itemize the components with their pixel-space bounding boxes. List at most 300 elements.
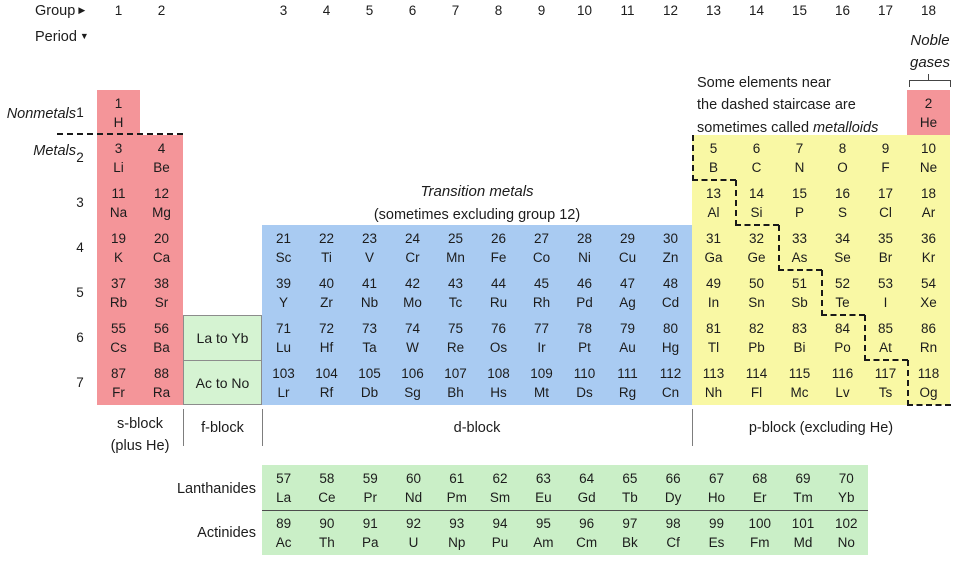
element-number: 88 [153, 365, 170, 381]
element-symbol: Rb [109, 294, 128, 310]
element-number: 98 [665, 515, 681, 531]
period-number-6: 6 [76, 330, 84, 345]
group-number-5: 5 [365, 3, 374, 18]
element-cell-cl [864, 180, 907, 225]
element-cell-tl [692, 315, 735, 360]
element-number: 91 [362, 515, 378, 531]
element-cell-fr [97, 360, 140, 405]
noble-gases-label [893, 30, 960, 73]
element-symbol: Nb [360, 294, 379, 310]
element-symbol: Fe [490, 249, 507, 265]
element-symbol: C [751, 159, 762, 175]
element-cell-pb [735, 315, 778, 360]
element-symbol: Cd [661, 294, 680, 310]
element-cell-cs [97, 315, 140, 360]
element-number: 25 [447, 230, 464, 246]
element-symbol: As [791, 249, 808, 265]
element-symbol: Ga [704, 249, 723, 265]
group-number-14: 14 [748, 3, 765, 18]
element-symbol: Au [619, 339, 636, 355]
element-symbol: Fm [749, 534, 770, 550]
element-number: 50 [748, 275, 765, 291]
element-cell-as [778, 225, 821, 270]
element-number: 15 [791, 185, 808, 201]
lanthanides-label: Lanthanides [176, 481, 256, 497]
element-symbol: Te [835, 294, 850, 310]
element-number: 28 [576, 230, 593, 246]
element-symbol: Br [878, 249, 893, 265]
element-cell-k [97, 225, 140, 270]
element-number: 31 [705, 230, 722, 246]
element-cell-mo [391, 270, 434, 315]
element-symbol: Bi [793, 339, 806, 355]
element-symbol: Rn [919, 339, 938, 355]
element-number: 38 [153, 275, 170, 291]
element-symbol: Fl [750, 384, 763, 400]
element-symbol: Cr [405, 249, 420, 265]
element-symbol: Zr [320, 294, 333, 310]
la-to-yb-cell [184, 316, 261, 361]
element-number: 107 [444, 365, 467, 381]
element-symbol: Zn [662, 249, 679, 265]
element-symbol: Nh [704, 384, 723, 400]
element-symbol: Pa [361, 534, 379, 550]
element-symbol: Ru [489, 294, 508, 310]
element-cell-ra [140, 360, 183, 405]
element-number: 71 [275, 320, 292, 336]
element-cell-rn [907, 315, 950, 360]
element-number: 22 [318, 230, 335, 246]
element-cell-ca [140, 225, 183, 270]
metalloids-note-line3-prefix: sometimes called [697, 119, 814, 136]
period-axis-label [35, 29, 89, 45]
element-symbol: Am [533, 534, 554, 550]
element-symbol: Ta [362, 339, 377, 355]
element-cell-te [821, 270, 864, 315]
element-number: 105 [358, 365, 381, 381]
period-number-3: 3 [76, 195, 84, 210]
element-cell-sb [778, 270, 821, 315]
element-cell-am [522, 510, 565, 555]
group-number-13: 13 [705, 3, 722, 18]
down-arrow-icon: ▼ [79, 31, 89, 41]
element-symbol: Al [707, 204, 720, 220]
element-cell-mn [434, 225, 477, 270]
element-cell-zr [305, 270, 348, 315]
element-number: 73 [361, 320, 378, 336]
element-symbol: B [708, 159, 718, 175]
element-symbol: Sb [791, 294, 808, 310]
element-symbol: Ho [707, 489, 726, 505]
element-number: 8 [838, 140, 847, 156]
element-cell-h [97, 90, 140, 135]
element-cell-ru [477, 270, 520, 315]
element-symbol: Dy [664, 489, 682, 505]
period-number-2: 2 [76, 150, 84, 165]
element-symbol: Ts [878, 384, 893, 400]
element-number: 5 [709, 140, 718, 156]
element-cell-sg [391, 360, 434, 405]
element-cell-tm [781, 465, 824, 510]
element-symbol: Li [113, 159, 124, 175]
element-number: 42 [404, 275, 421, 291]
element-cell-tb [608, 465, 651, 510]
element-symbol: W [406, 339, 419, 355]
element-symbol: Re [446, 339, 465, 355]
element-number: 3 [114, 140, 123, 156]
element-symbol: Po [834, 339, 851, 355]
element-symbol: Ni [578, 249, 591, 265]
element-symbol: Pr [363, 489, 377, 505]
element-symbol: Og [919, 384, 938, 400]
element-symbol: Ar [921, 204, 936, 220]
element-symbol: Ba [153, 339, 170, 355]
element-cell-au [606, 315, 649, 360]
element-number: 108 [487, 365, 510, 381]
element-symbol: Pd [576, 294, 593, 310]
element-cell-bk [608, 510, 651, 555]
element-symbol: Pt [578, 339, 591, 355]
element-symbol: Db [360, 384, 379, 400]
element-number: 43 [447, 275, 464, 291]
element-symbol: Pb [748, 339, 765, 355]
element-cell-rf [305, 360, 348, 405]
element-number: 53 [877, 275, 894, 291]
element-number: 51 [791, 275, 808, 291]
element-symbol: Mn [446, 249, 465, 265]
element-cell-pt [563, 315, 606, 360]
element-cell-ds [563, 360, 606, 405]
element-number: 87 [110, 365, 127, 381]
element-symbol: Ce [318, 489, 336, 505]
element-symbol: P [794, 204, 804, 220]
element-number: 10 [920, 140, 937, 156]
element-cell-ta [348, 315, 391, 360]
element-cell-sc [262, 225, 305, 270]
element-cell-og [907, 360, 950, 405]
element-symbol: Hf [319, 339, 334, 355]
group-number-15: 15 [791, 3, 808, 18]
element-number: 12 [153, 185, 170, 201]
element-cell-np [435, 510, 478, 555]
element-number: 63 [535, 470, 551, 486]
group-number-10: 10 [576, 3, 593, 18]
element-number: 97 [622, 515, 638, 531]
element-symbol: Ca [152, 249, 171, 265]
period-number-5: 5 [76, 285, 84, 300]
element-symbol: Kr [921, 249, 936, 265]
element-symbol: Ds [576, 384, 593, 400]
element-symbol: Ne [919, 159, 938, 175]
element-symbol: Tl [707, 339, 720, 355]
element-cell-li [97, 135, 140, 180]
element-number: 18 [920, 185, 937, 201]
element-cell-c [735, 135, 778, 180]
element-cell-mc [778, 360, 821, 405]
element-cell-fe [477, 225, 520, 270]
element-number: 111 [617, 365, 638, 381]
element-number: 117 [874, 365, 897, 381]
element-cell-os [477, 315, 520, 360]
element-number: 62 [492, 470, 508, 486]
element-symbol: Gd [577, 489, 596, 505]
element-symbol: Cn [661, 384, 680, 400]
element-cell-es [695, 510, 738, 555]
element-cell-po [821, 315, 864, 360]
element-symbol: Y [278, 294, 288, 310]
element-symbol: Xe [920, 294, 937, 310]
element-number: 81 [705, 320, 722, 336]
element-symbol: Co [532, 249, 551, 265]
element-number: 54 [920, 275, 937, 291]
element-number: 70 [838, 470, 854, 486]
element-number: 69 [795, 470, 811, 486]
element-cell-ts [864, 360, 907, 405]
element-number: 52 [834, 275, 851, 291]
transition-metals-title: Transition metals [420, 183, 534, 200]
element-symbol: Lv [835, 384, 850, 400]
element-cell-pd [563, 270, 606, 315]
element-number: 58 [319, 470, 335, 486]
element-symbol: Pu [491, 534, 509, 550]
group-number-9: 9 [537, 3, 546, 18]
element-cell-be [140, 135, 183, 180]
element-cell-y [262, 270, 305, 315]
element-number: 57 [276, 470, 292, 486]
element-symbol: Rh [532, 294, 551, 310]
metalloids-note [697, 72, 932, 139]
element-cell-pu [478, 510, 521, 555]
element-cell-fl [735, 360, 778, 405]
element-cell-sn [735, 270, 778, 315]
element-cell-no [825, 510, 868, 555]
element-number: 32 [748, 230, 765, 246]
element-number: 24 [404, 230, 421, 246]
element-cell-pr [349, 465, 392, 510]
element-number: 13 [705, 185, 722, 201]
group-number-3: 3 [279, 3, 288, 18]
element-number: 114 [745, 365, 768, 381]
element-symbol: Sc [275, 249, 292, 265]
element-number: 47 [619, 275, 636, 291]
element-cell-eu [522, 465, 565, 510]
period-number-1: 1 [76, 105, 84, 120]
group-number-8: 8 [494, 3, 503, 18]
element-number: 113 [702, 365, 725, 381]
ac-to-no-cell [184, 361, 261, 405]
element-number: 78 [576, 320, 593, 336]
element-number: 93 [449, 515, 465, 531]
element-number: 61 [449, 470, 465, 486]
element-number: 106 [401, 365, 424, 381]
element-number: 96 [579, 515, 595, 531]
element-cell-ce [305, 465, 348, 510]
group-number-12: 12 [662, 3, 679, 18]
element-number: 17 [877, 185, 894, 201]
element-number: 65 [622, 470, 638, 486]
element-cell-sr [140, 270, 183, 315]
element-cell-na [97, 180, 140, 225]
element-number: 109 [530, 365, 553, 381]
period-number-4: 4 [76, 240, 84, 255]
element-symbol: N [794, 159, 805, 175]
element-cell-pm [435, 465, 478, 510]
element-symbol: Os [489, 339, 508, 355]
element-number: 59 [362, 470, 378, 486]
element-cell-kr [907, 225, 950, 270]
element-cell-lu [262, 315, 305, 360]
element-symbol: Se [834, 249, 851, 265]
la-to-yb-label: La to Yb [196, 330, 249, 346]
noble-gases-line1: Noble [910, 32, 950, 49]
element-cell-lr [262, 360, 305, 405]
element-cell-u [392, 510, 435, 555]
s-block-label-line2: (plus He) [110, 438, 170, 454]
element-number: 99 [708, 515, 724, 531]
transition-metals-caption [262, 181, 692, 226]
element-symbol: Sm [489, 489, 511, 505]
period-number-7: 7 [76, 375, 84, 390]
element-cell-se [821, 225, 864, 270]
element-number: 7 [795, 140, 804, 156]
element-symbol: Es [708, 534, 725, 550]
element-cell-si [735, 180, 778, 225]
element-symbol: Cf [666, 534, 680, 550]
element-cell-sm [478, 465, 521, 510]
element-symbol: Pm [446, 489, 467, 505]
element-number: 100 [748, 515, 771, 531]
element-cell-nb [348, 270, 391, 315]
group-number-1: 1 [114, 3, 123, 18]
actinides-row [262, 510, 868, 555]
element-cell-br [864, 225, 907, 270]
element-symbol: Si [750, 204, 763, 220]
element-symbol: Hg [661, 339, 680, 355]
element-cell-cf [652, 510, 695, 555]
element-number: 23 [361, 230, 378, 246]
element-cell-mg [140, 180, 183, 225]
element-symbol: Fr [112, 384, 125, 400]
element-cell-ge [735, 225, 778, 270]
element-cell-cd [649, 270, 692, 315]
element-cell-fm [738, 510, 781, 555]
element-number: 116 [831, 365, 854, 381]
element-cell-md [781, 510, 824, 555]
element-cell-ag [606, 270, 649, 315]
element-cell-gd [565, 465, 608, 510]
element-number: 4 [157, 140, 166, 156]
element-cell-zn [649, 225, 692, 270]
element-cell-lv [821, 360, 864, 405]
element-number: 49 [705, 275, 722, 291]
element-cell-rb [97, 270, 140, 315]
element-number: 94 [492, 515, 508, 531]
element-symbol: Be [153, 159, 170, 175]
p-block-label: p-block (excluding He) [748, 420, 894, 436]
element-cell-th [305, 510, 348, 555]
element-number: 66 [665, 470, 681, 486]
group-number-6: 6 [408, 3, 417, 18]
element-symbol: U [408, 534, 419, 550]
transition-metals-subtitle: (sometimes excluding group 12) [373, 206, 581, 223]
element-cell-ni [563, 225, 606, 270]
element-number: 77 [533, 320, 550, 336]
element-symbol: Cs [110, 339, 127, 355]
element-number: 60 [405, 470, 421, 486]
element-number: 20 [153, 230, 170, 246]
element-number: 46 [576, 275, 593, 291]
group-axis-label [35, 3, 85, 19]
element-cell-yb [825, 465, 868, 510]
element-cell-pa [349, 510, 392, 555]
element-symbol: Th [319, 534, 335, 550]
element-number: 35 [877, 230, 894, 246]
element-number: 92 [405, 515, 421, 531]
element-symbol: At [879, 339, 892, 355]
group-number-2: 2 [157, 3, 166, 18]
element-symbol: Cl [879, 204, 892, 220]
element-symbol: O [837, 159, 848, 175]
element-number: 11 [111, 185, 126, 201]
element-symbol: Sg [404, 384, 421, 400]
element-number: 101 [791, 515, 815, 531]
element-cell-s [821, 180, 864, 225]
element-number: 72 [318, 320, 335, 336]
s-block-label-line1: s-block [117, 416, 163, 432]
element-cell-bh [434, 360, 477, 405]
element-number: 21 [275, 230, 292, 246]
element-symbol: Mg [152, 204, 171, 220]
element-number: 86 [920, 320, 937, 336]
element-symbol: Ra [152, 384, 171, 400]
element-number: 82 [748, 320, 765, 336]
element-cell-o [821, 135, 864, 180]
element-symbol: S [837, 204, 847, 220]
group-number-18: 18 [920, 3, 937, 18]
element-symbol: Rg [618, 384, 637, 400]
element-cell-i [864, 270, 907, 315]
element-symbol: Rf [319, 384, 334, 400]
element-number: 33 [791, 230, 808, 246]
nonmetals-label: Nonmetals [6, 106, 76, 122]
element-cell-re [434, 315, 477, 360]
element-number: 30 [662, 230, 679, 246]
element-symbol: He [919, 114, 938, 130]
element-cell-ti [305, 225, 348, 270]
element-number: 6 [752, 140, 761, 156]
element-symbol: K [113, 249, 123, 265]
element-number: 14 [748, 185, 765, 201]
element-cell-cm [565, 510, 608, 555]
element-symbol: No [837, 534, 855, 550]
element-cell-cu [606, 225, 649, 270]
element-symbol: Yb [838, 489, 855, 505]
element-symbol: Hs [490, 384, 507, 400]
element-symbol: H [113, 114, 124, 130]
element-number: 64 [579, 470, 595, 486]
element-cell-ir [520, 315, 563, 360]
element-cell-w [391, 315, 434, 360]
right-arrow-icon: ▶ [78, 5, 86, 15]
group-number-7: 7 [451, 3, 460, 18]
element-number: 74 [404, 320, 421, 336]
element-symbol: Mo [403, 294, 422, 310]
element-number: 55 [110, 320, 127, 336]
element-number: 75 [447, 320, 464, 336]
f-block-label: f-block [201, 420, 244, 436]
element-cell-at [864, 315, 907, 360]
group-number-4: 4 [322, 3, 331, 18]
